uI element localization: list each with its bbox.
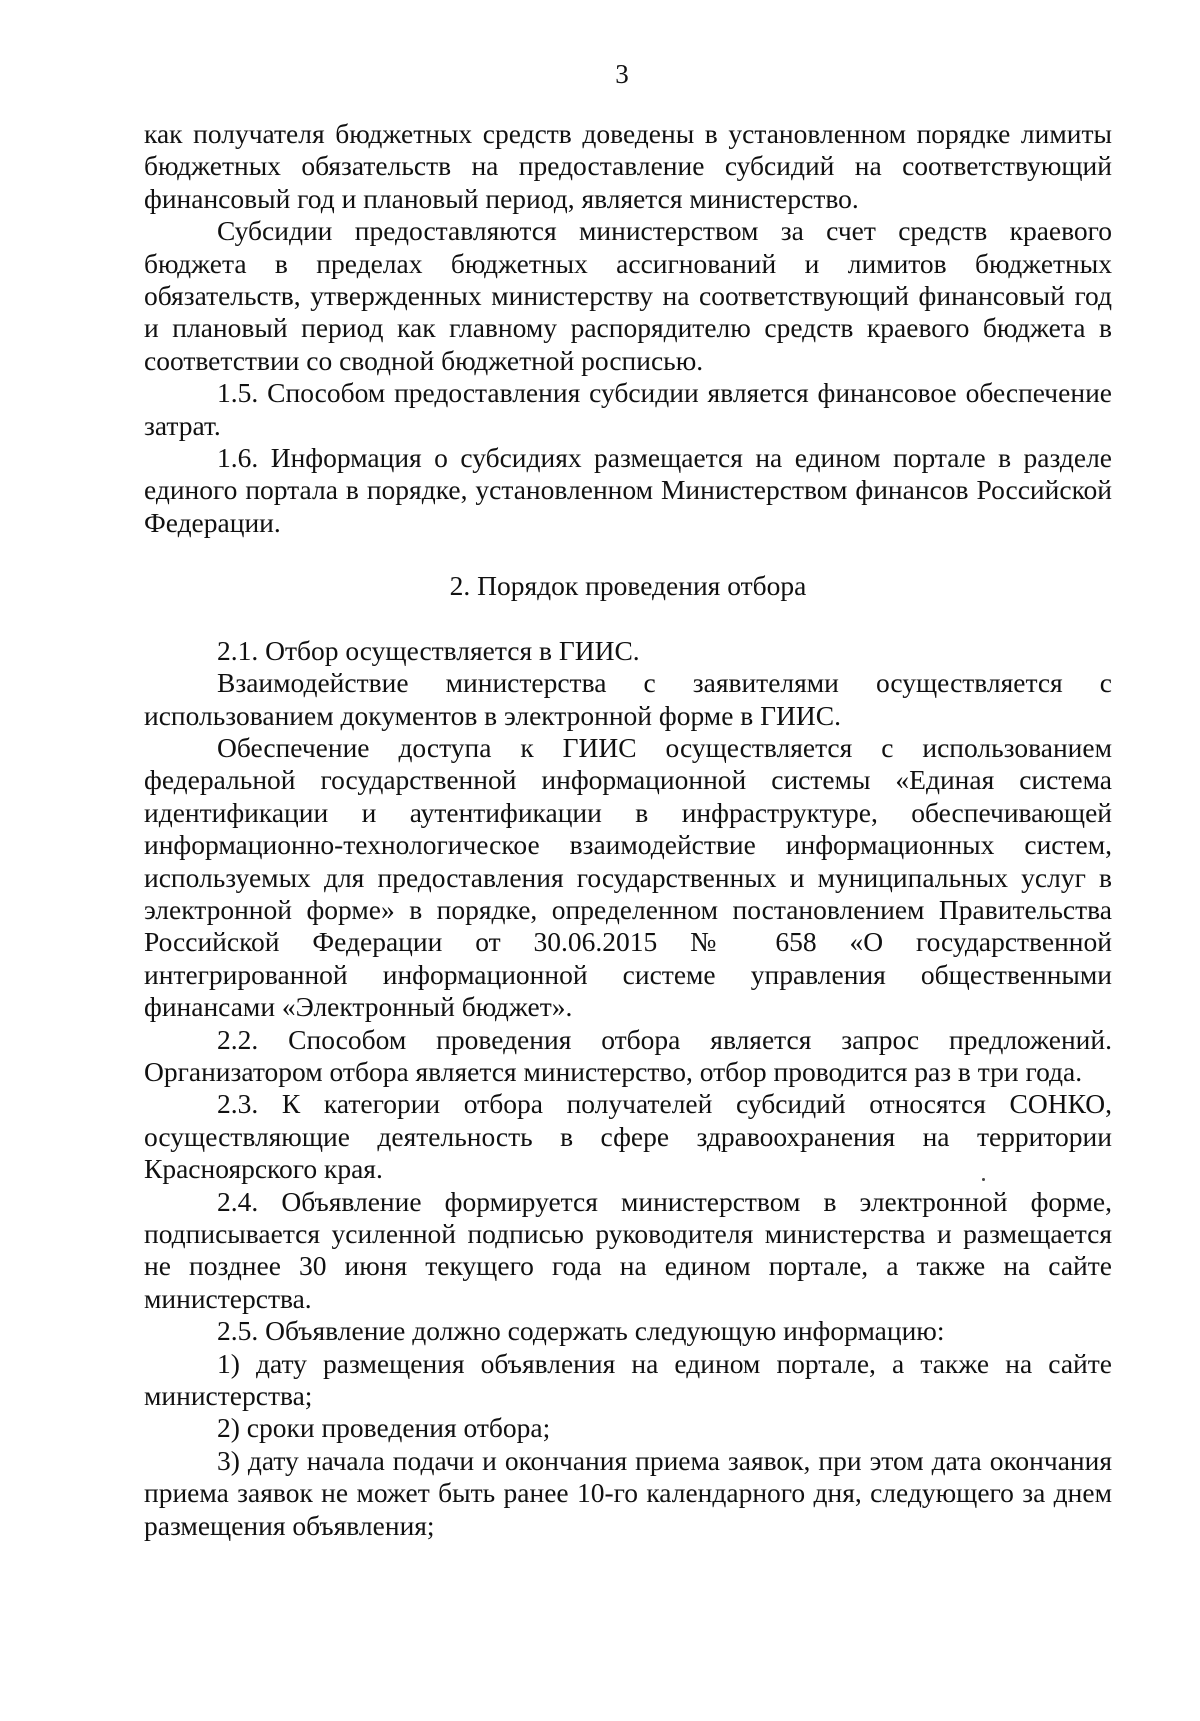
paragraph-2-3: 2.3. К категории отбора получателей субсидий относятся СОНКО, осуществляющие деятельность в сфере здравоохранения на территории Красноярского края. bbox=[144, 1088, 1112, 1185]
paragraph-2-5: 2.5. Объявление должно содержать следующую информацию: bbox=[217, 1315, 945, 1347]
paragraph-continuation: как получателя бюджетных средств доведены в установленном порядке лимиты бюджетных обязательств на предоставление субсидий на соответствующий финансовый год и плановый период, является министерство. bbox=[144, 118, 1112, 214]
list-item-3: 3) дату начала подачи и окончания приема заявок, при этом дата окончания приема заявок не может быть ранее 10-го календарного дня, следующего за днем размещения объявления; bbox=[144, 1444, 1112, 1541]
document-body bbox=[144, 118, 1112, 1542]
paragraph-subsidies-budget: Субсидии предоставляются министерством за счет средств краевого бюджета в пределах бюджетных ассигнований и лимитов бюджетных обязательств, утвержденных министерству на соответствующий финансовый год и плановый период как главному распорядителю средств краевого бюджета в соответствии со сводной бюджетной росписью. bbox=[144, 215, 1112, 376]
page-number: 3 bbox=[615, 59, 629, 89]
list-item-2: 2) сроки проведения отбора; bbox=[217, 1412, 551, 1444]
paragraph-1-6: 1.6. Информация о субсидиях размещается на едином портале в разделе единого портала в порядке, установленном Министерством финансов Российской Федерации. bbox=[144, 442, 1112, 538]
list-item-1: 1) дату размещения объявления на едином портале, а также на сайте министерства; bbox=[144, 1347, 1112, 1412]
section-heading: 2. Порядок проведения отбора bbox=[449, 570, 807, 602]
paragraph-access: Обеспечение доступа к ГИИС осуществляется с использованием федеральной государственной информационной системы «Единая система идентификации и аутентификации в инфраструктуре, обеспечивающей информационно-технологическое взаимодействие информационных систем, используемых для предоставления государственных и муниципальных услуг в электронной форме» в порядке, определенном постановлением Правительства Российской Федерации от 30.06.2015 № 658 «О государственной интегрированной информационной системе управления общественными финансами «Электронный бюджет». bbox=[144, 731, 1112, 1023]
paragraph-2-2: 2.2. Способом проведения отбора является запрос предложений. Организатором отбора является министерство, отбор проводится раз в три года. bbox=[144, 1023, 1112, 1087]
paragraph-2-4: 2.4. Объявление формируется министерством в электронной форме, подписывается усиленной подписью руководителя министерства и размещается не позднее 30 июня текущего года на едином портале, а также на сайте министерства. bbox=[144, 1185, 1112, 1314]
scan-speck bbox=[982, 1178, 985, 1181]
paragraph-1-5: 1.5. Способом предоставления субсидии является финансовое обеспечение затрат. bbox=[144, 377, 1112, 441]
paragraph-2-1: 2.1. Отбор осуществляется в ГИИС. bbox=[217, 634, 640, 666]
paragraph-interaction: Взаимодействие министерства с заявителями осуществляется с использованием документов в электронной форме в ГИИС. bbox=[144, 667, 1112, 731]
